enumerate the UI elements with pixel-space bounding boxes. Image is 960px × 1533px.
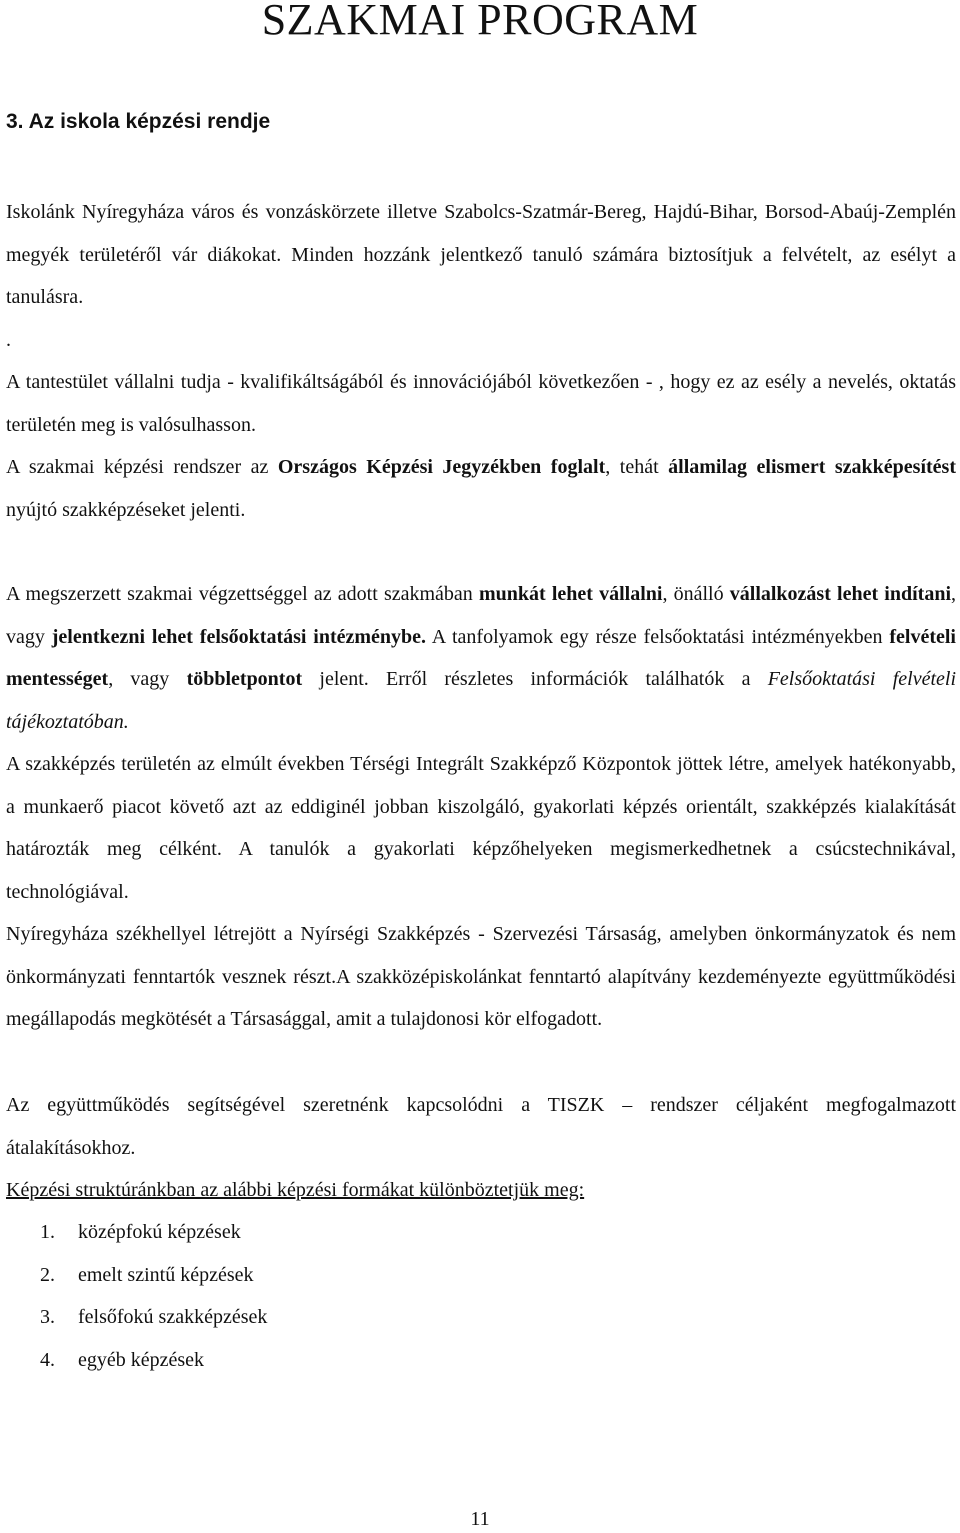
training-forms-list xyxy=(40,1211,267,1381)
association-paragraph: Nyíregyháza székhellyel létrejött a Nyírségi Szakképzés - Szervezési Társaság, amelyben önkormányzatok és nem önkormányzati fenntartók vesznek részt.A szakközépiskolánkat fenntartó alapítvány kezdeményezte együttműködési megállapodás megkötését a Társasággal, amit a tulajdonosi kör elfogadott. xyxy=(6,923,956,1030)
list-item: 4. egyéb képzések xyxy=(40,1348,205,1371)
qualification-paragraph: A megszerzett szakmai végzettséggel az adott szakmában munkát lehet vállalni, önálló vállalkozást lehet indítani, vagy jelentkezni lehet felsőoktatási intézménybe. A tanfolyamok egy része felsőoktatási intézményekben felvételi mentességet, vagy többletpontot jelent. Erről részletes információk találhatók a Felsőoktatási felvételi tájékoztatóban. xyxy=(6,583,957,733)
list-item: 2. emelt szintű képzések xyxy=(40,1263,254,1286)
training-system-paragraph: A szakmai képzési rendszer az Országos Képzési Jegyzékben foglalt, tehát államilag elismert szakképesítést nyújtó szakképzéseket jelenti. xyxy=(6,456,956,521)
tiszk-paragraph: A szakképzés területén az elmúlt években Térségi Integrált Szakképző Központok jöttek létre, amelyek hatékonyabb, a munkaerő piacot követő azt az eddiginél jobban kiszolgáló, gyakorlati képzés orientált, szakképzés kialakítását határozták meg célként. A tanulók a gyakorlati képzőhelyeken megismerkedhetnek a csúcstechnikával, technológiával. xyxy=(6,753,956,903)
list-item: 1. középfokú képzések xyxy=(40,1221,241,1243)
intro-paragraph: Iskolánk Nyíregyháza város és vonzáskörzete illetve Szabolcs-Szatmár-Bereg, Hajdú-Bihar, Borsod-Abaúj-Zemplén megyék területéről vár diákokat. Minden hozzánk jelentkező tanuló számára biztosítjuk a felvételt, az esélyt a tanulásra. xyxy=(6,201,956,308)
staff-paragraph: A tantestület vállalni tudja - kvalifikáltságából és innovációjából következően - , hogy ez az esély a nevelés, oktatás területén meg is valósulhasson. xyxy=(6,371,956,436)
section-heading: 3. Az iskola képzési rendje xyxy=(6,110,271,133)
recognized-qualification-emphasis: államilag elismert szakképesítést xyxy=(668,456,956,478)
page-title: SZAKMAI PROGRAM xyxy=(261,0,699,44)
list-intro: Képzési struktúránkban az alábbi képzési formákat különböztetjük meg: xyxy=(6,1179,585,1201)
page-number: 11 xyxy=(470,1508,490,1530)
cooperation-paragraph: Az együttműködés segítségével szeretnénk kapcsolódni a TISZK – rendszer céljaként megfogalmazott átalakításokhoz. xyxy=(6,1094,956,1159)
stray-dot: . xyxy=(6,329,11,351)
okj-emphasis: Országos Képzési Jegyzékben foglalt xyxy=(277,456,606,478)
admission-guide-reference: Felsőoktatási felvételi tájékoztatóban. xyxy=(6,668,957,733)
list-item: 3. felsőfokú szakképzések xyxy=(40,1306,268,1328)
